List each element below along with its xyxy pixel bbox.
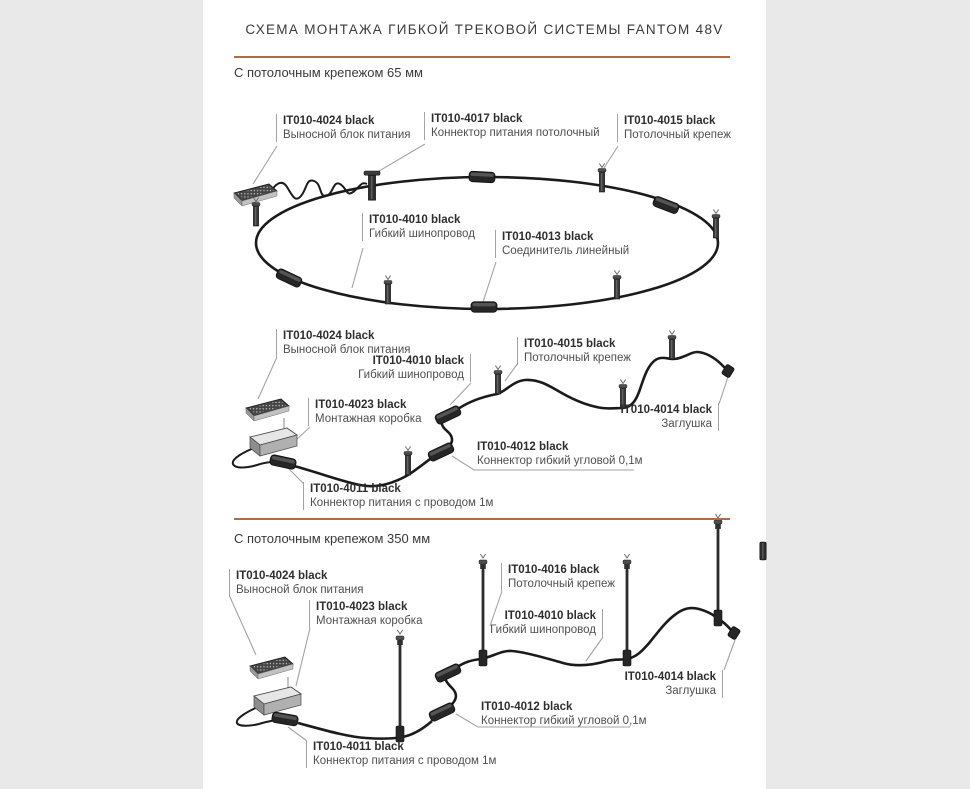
ceiling-mount-65 xyxy=(598,164,606,193)
part-code: IT010-4011 black xyxy=(313,741,404,753)
part-label xyxy=(625,670,723,698)
mounting-box xyxy=(254,687,301,715)
part-label xyxy=(490,609,603,637)
corner-connector xyxy=(427,442,455,462)
part-desc: Монтажная коробка xyxy=(316,615,423,627)
ceiling-mount-65 xyxy=(668,331,676,360)
linear-connector xyxy=(275,268,303,288)
part-label xyxy=(308,398,421,426)
part-code: IT010-4012 black xyxy=(481,701,573,713)
part-code: IT010-4016 black xyxy=(508,564,600,576)
part-desc: Коннектор питания потолочный xyxy=(431,127,600,139)
part-label xyxy=(276,329,411,357)
part-label xyxy=(501,563,615,591)
power-supply-unit xyxy=(246,399,289,421)
part-label xyxy=(229,569,364,597)
ceiling-mount-350 xyxy=(714,514,722,626)
part-label xyxy=(306,740,496,768)
part-label xyxy=(358,354,471,382)
linear-connector xyxy=(471,302,497,312)
part-label xyxy=(362,213,475,241)
part-desc: Монтажная коробка xyxy=(315,413,422,425)
part-label xyxy=(621,403,719,431)
part-code: IT010-4023 black xyxy=(316,601,408,613)
ceiling-mount-65 xyxy=(384,276,392,305)
part-code: IT010-4017 black xyxy=(431,113,523,125)
section-divider xyxy=(234,518,730,520)
corner-connector xyxy=(434,663,462,683)
part-code: IT010-4015 black xyxy=(624,115,716,127)
part-desc: Потолочный крепеж xyxy=(524,352,631,364)
ceiling-mount-350 xyxy=(623,554,631,666)
ceiling-mount-65 xyxy=(712,210,720,239)
part-label xyxy=(276,114,411,142)
ceiling-mount-350 xyxy=(479,554,487,666)
part-desc: Выносной блок питания xyxy=(283,344,411,356)
part-code: IT010-4014 black xyxy=(624,671,716,683)
part-desc: Выносной блок питания xyxy=(236,584,364,596)
corner-connector xyxy=(428,702,456,722)
part-code: IT010-4010 black xyxy=(504,610,596,622)
part-desc: Гибкий шинопровод xyxy=(490,624,596,636)
linear-connector xyxy=(469,171,496,183)
part-label xyxy=(481,700,647,728)
part-code: IT010-4024 black xyxy=(283,330,375,342)
part-desc: Потолочный крепеж xyxy=(508,578,615,590)
section-heading-350mm: С потолочным крепежом 350 мм xyxy=(234,531,431,546)
ceiling-mount-65 xyxy=(613,271,621,300)
ceiling-mount-350 xyxy=(396,630,404,742)
part-code: IT010-4024 black xyxy=(283,115,375,127)
corner-connector xyxy=(434,405,462,425)
part-label xyxy=(477,440,643,468)
part-label xyxy=(517,337,631,365)
power-feed-connector xyxy=(271,712,298,727)
part-label xyxy=(617,114,731,142)
ceiling-mount-65 xyxy=(404,447,412,476)
part-label xyxy=(309,600,422,628)
part-code: IT010-4024 black xyxy=(236,570,328,582)
part-code: IT010-4011 black xyxy=(310,483,401,495)
part-code: IT010-4014 black xyxy=(620,404,712,416)
part-code: IT010-4010 black xyxy=(369,214,461,226)
mounting-box xyxy=(250,428,297,456)
part-code: IT010-4013 black xyxy=(502,231,594,243)
linear-connector xyxy=(652,195,680,214)
detached-mount-cylinder xyxy=(760,542,766,560)
part-desc: Выносной блок питания xyxy=(283,129,411,141)
section-divider xyxy=(234,56,730,58)
part-code: IT010-4023 black xyxy=(315,399,407,411)
diagram-65mm-oval xyxy=(234,144,720,312)
part-label xyxy=(303,482,493,510)
section-heading-65mm: С потолочным крепежом 65 мм xyxy=(234,65,423,80)
part-code: IT010-4010 black xyxy=(372,355,464,367)
power-supply-unit xyxy=(250,657,293,679)
part-desc: Заглушка xyxy=(665,685,716,697)
power-feed-connector xyxy=(269,454,297,470)
part-desc: Гибкий шинопровод xyxy=(358,369,464,381)
ceiling-mount-65 xyxy=(494,366,502,395)
part-desc: Соединитель линейный xyxy=(502,245,630,257)
part-label xyxy=(495,230,629,258)
part-desc: Потолочный крепеж xyxy=(624,129,731,141)
part-desc: Коннектор гибкий угловой 0,1м xyxy=(477,455,643,467)
part-label xyxy=(424,112,600,140)
part-desc: Коннектор гибкий угловой 0,1м xyxy=(481,715,647,727)
part-desc: Заглушка xyxy=(661,418,712,430)
page-title: СХЕМА МОНТАЖА ГИБКОЙ ТРЕКОВОЙ СИСТЕМЫ FANTOM 48V xyxy=(245,22,724,37)
part-code: IT010-4015 black xyxy=(524,338,616,350)
part-desc: Гибкий шинопровод xyxy=(369,228,475,240)
part-desc: Коннектор питания с проводом 1м xyxy=(310,497,494,509)
part-code: IT010-4012 black xyxy=(477,441,569,453)
part-desc: Коннектор питания с проводом 1м xyxy=(313,755,497,767)
